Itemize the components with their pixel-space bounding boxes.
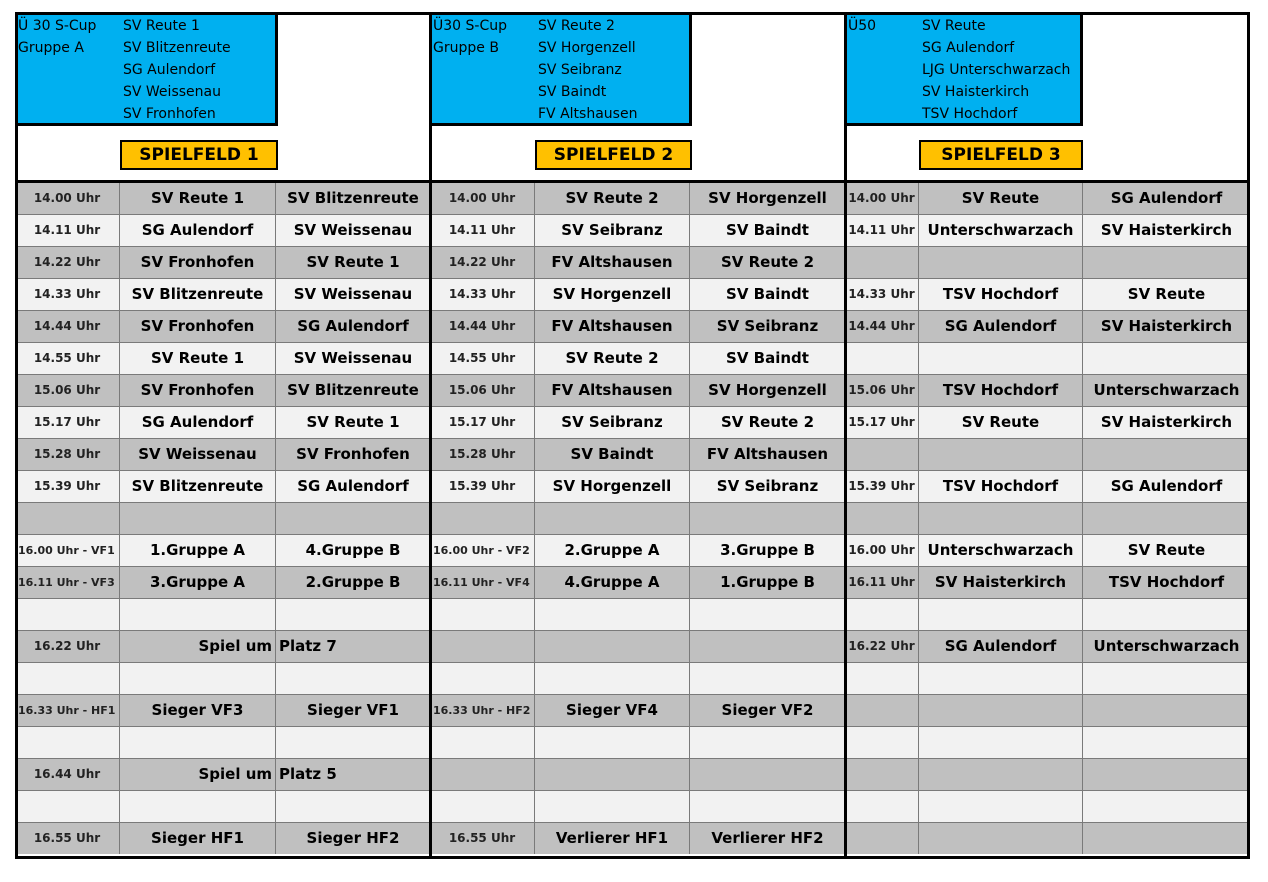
match-team-b: SV Blitzenreute bbox=[287, 189, 419, 207]
match-time bbox=[845, 503, 919, 534]
match-time bbox=[430, 791, 535, 822]
match-team-b: SV Haisterkirch bbox=[1100, 413, 1233, 431]
match-time: 15.39 Uhr bbox=[845, 471, 919, 502]
match-team-b: 3.Gruppe B bbox=[720, 541, 815, 559]
match-time: 15.28 Uhr bbox=[430, 439, 535, 470]
match-team-a: SG Aulendorf bbox=[919, 631, 1083, 662]
frame-rule bbox=[15, 12, 1250, 15]
match-team-b bbox=[690, 663, 845, 694]
match-row bbox=[15, 246, 430, 278]
match-team-b: SV Reute 2 bbox=[720, 413, 815, 431]
match-team-b: SV Reute 2 bbox=[720, 253, 815, 271]
match-time bbox=[845, 439, 919, 470]
group-team-name: SV Horgenzell bbox=[538, 40, 636, 56]
group-team-name: FV Altshausen bbox=[538, 106, 638, 122]
match-row bbox=[15, 790, 430, 822]
match-row bbox=[430, 822, 845, 854]
match-row bbox=[430, 246, 845, 278]
match-row bbox=[15, 630, 430, 662]
match-team-a: SV Fronhofen bbox=[120, 375, 276, 406]
match-team-a: SV Blitzenreute bbox=[120, 471, 276, 502]
match-team-a: Spiel um bbox=[120, 631, 276, 662]
match-row bbox=[430, 726, 845, 758]
match-time: 16.11 Uhr - VF4 bbox=[430, 567, 535, 598]
match-time: 14.44 Uhr bbox=[15, 311, 120, 342]
match-team-a bbox=[535, 503, 690, 534]
match-row bbox=[845, 694, 1250, 726]
match-team-a: SV Reute 2 bbox=[535, 183, 690, 214]
match-row bbox=[845, 310, 1250, 342]
match-time bbox=[430, 503, 535, 534]
match-team-a bbox=[919, 343, 1083, 374]
group-team-name: SV Blitzenreute bbox=[123, 40, 231, 56]
group-header bbox=[15, 12, 430, 182]
match-team-b: SV Reute 1 bbox=[306, 253, 400, 271]
match-time: 16.22 Uhr bbox=[15, 631, 120, 662]
match-row bbox=[15, 758, 430, 790]
match-team-b: SG Aulendorf bbox=[297, 317, 409, 335]
match-time: 16.00 Uhr - VF2 bbox=[430, 535, 535, 566]
match-team-a: SG Aulendorf bbox=[120, 215, 276, 246]
match-team-a: SV Seibranz bbox=[535, 215, 690, 246]
match-time bbox=[430, 631, 535, 662]
match-team-b: SV Fronhofen bbox=[296, 445, 410, 463]
match-row bbox=[845, 406, 1250, 438]
match-team-a: SV Fronhofen bbox=[120, 311, 276, 342]
match-team-b bbox=[690, 759, 845, 790]
match-team-a: SG Aulendorf bbox=[919, 311, 1083, 342]
match-time: 16.00 Uhr bbox=[845, 535, 919, 566]
match-team-a bbox=[919, 599, 1083, 630]
match-team-a bbox=[120, 503, 276, 534]
match-team-b bbox=[1083, 759, 1250, 790]
match-team-b: SV Blitzenreute bbox=[287, 381, 419, 399]
match-team-b: Sieger HF2 bbox=[306, 829, 400, 847]
match-row bbox=[15, 470, 430, 502]
field-name-badge: SPIELFELD 1 bbox=[120, 140, 278, 170]
match-team-a bbox=[919, 727, 1083, 758]
match-row bbox=[845, 214, 1250, 246]
match-time: 14.55 Uhr bbox=[15, 343, 120, 374]
group-team-list bbox=[922, 15, 1070, 125]
match-team-a: SV Haisterkirch bbox=[919, 567, 1083, 598]
match-row bbox=[430, 342, 845, 374]
match-row bbox=[15, 534, 430, 566]
match-team-a bbox=[919, 695, 1083, 726]
group-info-box bbox=[430, 12, 692, 126]
match-time: 14.11 Uhr bbox=[845, 215, 919, 246]
match-team-a bbox=[535, 599, 690, 630]
frame-rule bbox=[15, 856, 1250, 859]
match-row bbox=[430, 374, 845, 406]
match-team-b: Sieger VF1 bbox=[307, 701, 399, 719]
match-row bbox=[15, 502, 430, 534]
match-row bbox=[845, 374, 1250, 406]
group-header bbox=[430, 12, 845, 182]
match-row bbox=[430, 502, 845, 534]
match-team-a bbox=[919, 247, 1083, 278]
panel-divider bbox=[15, 12, 18, 859]
match-row bbox=[430, 598, 845, 630]
match-team-a: 4.Gruppe A bbox=[535, 567, 690, 598]
match-team-a bbox=[535, 663, 690, 694]
match-row bbox=[15, 374, 430, 406]
match-row bbox=[845, 470, 1250, 502]
match-team-b bbox=[1083, 439, 1250, 470]
group-team-name: SV Reute 1 bbox=[123, 18, 200, 34]
match-team-a: SV Horgenzell bbox=[535, 279, 690, 310]
match-row bbox=[845, 822, 1250, 854]
match-row bbox=[430, 438, 845, 470]
match-time: 16.11 Uhr - VF3 bbox=[15, 567, 120, 598]
match-team-a: SV Weissenau bbox=[120, 439, 276, 470]
match-team-b: SV Weissenau bbox=[293, 221, 413, 239]
match-row bbox=[845, 502, 1250, 534]
group-team-list bbox=[538, 15, 637, 125]
match-row bbox=[430, 662, 845, 694]
match-team-b bbox=[1083, 343, 1250, 374]
match-time: 16.44 Uhr bbox=[15, 759, 120, 790]
match-team-b bbox=[1083, 791, 1250, 822]
match-row bbox=[15, 726, 430, 758]
match-team-b: SV Reute bbox=[1127, 285, 1206, 303]
match-time: 15.06 Uhr bbox=[845, 375, 919, 406]
group-team-name: TSV Hochdorf bbox=[922, 106, 1018, 122]
match-row bbox=[15, 310, 430, 342]
match-team-b: Unterschwarzach bbox=[1093, 381, 1240, 399]
match-time bbox=[15, 503, 120, 534]
match-row bbox=[845, 278, 1250, 310]
match-team-b bbox=[276, 599, 430, 630]
match-team-b: SV Baindt bbox=[726, 349, 809, 367]
match-time bbox=[845, 791, 919, 822]
group-team-name: SV Fronhofen bbox=[123, 106, 216, 122]
match-team-b bbox=[1083, 823, 1250, 854]
group-team-name: SV Seibranz bbox=[538, 62, 622, 78]
match-row bbox=[430, 310, 845, 342]
group-info-box bbox=[15, 12, 278, 126]
match-team-b bbox=[276, 663, 430, 694]
match-row bbox=[15, 182, 430, 214]
match-row bbox=[845, 566, 1250, 598]
match-row bbox=[15, 406, 430, 438]
match-team-b: Sieger VF2 bbox=[721, 701, 814, 719]
match-row bbox=[15, 662, 430, 694]
match-time: 15.17 Uhr bbox=[15, 407, 120, 438]
match-team-a bbox=[919, 791, 1083, 822]
match-row bbox=[845, 342, 1250, 374]
match-row bbox=[15, 342, 430, 374]
match-time: 14.00 Uhr bbox=[15, 183, 120, 214]
match-time: 14.44 Uhr bbox=[845, 311, 919, 342]
panel-divider bbox=[1247, 12, 1250, 859]
match-time: 14.11 Uhr bbox=[15, 215, 120, 246]
match-time bbox=[845, 759, 919, 790]
group-panel-3 bbox=[845, 12, 1250, 859]
match-team-a bbox=[120, 663, 276, 694]
match-team-b bbox=[276, 791, 430, 822]
match-time: 15.39 Uhr bbox=[430, 471, 535, 502]
match-team-a: SV Blitzenreute bbox=[120, 279, 276, 310]
match-time bbox=[845, 727, 919, 758]
tournament-schedule-sheet bbox=[15, 12, 1250, 859]
group-panel-1 bbox=[15, 12, 430, 859]
match-team-b bbox=[1083, 663, 1250, 694]
match-team-a: Sieger HF1 bbox=[120, 823, 276, 854]
match-row bbox=[430, 630, 845, 662]
match-time: 14.55 Uhr bbox=[430, 343, 535, 374]
match-team-b: SV Haisterkirch bbox=[1100, 317, 1233, 335]
match-team-b: SV Weissenau bbox=[293, 285, 413, 303]
match-team-b: SV Seibranz bbox=[716, 317, 819, 335]
match-team-a: SV Reute 1 bbox=[120, 183, 276, 214]
match-team-a: 3.Gruppe A bbox=[120, 567, 276, 598]
match-row bbox=[845, 598, 1250, 630]
match-row bbox=[15, 598, 430, 630]
panel-divider bbox=[429, 12, 432, 859]
match-team-b: SV Weissenau bbox=[293, 349, 413, 367]
match-team-b bbox=[690, 599, 845, 630]
match-row bbox=[430, 470, 845, 502]
match-row bbox=[430, 534, 845, 566]
match-team-a: SV Fronhofen bbox=[120, 247, 276, 278]
match-team-b: 4.Gruppe B bbox=[305, 541, 401, 559]
match-time bbox=[15, 727, 120, 758]
match-time: 15.17 Uhr bbox=[430, 407, 535, 438]
match-team-a bbox=[120, 727, 276, 758]
match-time: 14.22 Uhr bbox=[15, 247, 120, 278]
match-team-a: Spiel um bbox=[120, 759, 276, 790]
match-row bbox=[430, 182, 845, 214]
match-time bbox=[845, 663, 919, 694]
match-team-b: Verlierer HF2 bbox=[711, 829, 824, 847]
match-time: 14.00 Uhr bbox=[430, 183, 535, 214]
group-info-box bbox=[845, 12, 1083, 126]
group-team-name: LJG Unterschwarzach bbox=[922, 62, 1071, 78]
match-time: 14.44 Uhr bbox=[430, 311, 535, 342]
match-row bbox=[845, 438, 1250, 470]
match-team-a: FV Altshausen bbox=[535, 247, 690, 278]
group-team-name: SG Aulendorf bbox=[123, 62, 216, 78]
match-row bbox=[845, 662, 1250, 694]
group-label: Ü50 bbox=[848, 18, 877, 34]
match-time bbox=[15, 663, 120, 694]
match-row bbox=[430, 566, 845, 598]
match-team-a: Unterschwarzach bbox=[919, 215, 1083, 246]
match-team-a: SV Baindt bbox=[535, 439, 690, 470]
match-team-b: Unterschwarzach bbox=[1093, 637, 1240, 655]
match-time: 16.00 Uhr - VF1 bbox=[15, 535, 120, 566]
match-team-b bbox=[1083, 727, 1250, 758]
match-team-a bbox=[919, 503, 1083, 534]
match-row bbox=[15, 566, 430, 598]
match-team-b: Platz 5 bbox=[279, 765, 337, 783]
match-team-a: Verlierer HF1 bbox=[535, 823, 690, 854]
match-time bbox=[845, 823, 919, 854]
group-label: Ü30 S-Cup Gruppe B bbox=[433, 18, 507, 56]
match-team-b bbox=[690, 727, 845, 758]
match-time: 14.11 Uhr bbox=[430, 215, 535, 246]
match-team-a: TSV Hochdorf bbox=[919, 375, 1083, 406]
match-row bbox=[15, 822, 430, 854]
match-row bbox=[15, 694, 430, 726]
match-team-b: TSV Hochdorf bbox=[1108, 573, 1225, 591]
match-team-b bbox=[690, 791, 845, 822]
match-team-a: SV Reute 1 bbox=[120, 343, 276, 374]
group-team-name: SG Aulendorf bbox=[922, 40, 1015, 56]
field-name-badge: SPIELFELD 3 bbox=[919, 140, 1083, 170]
match-team-a: Sieger VF3 bbox=[120, 695, 276, 726]
match-time: 14.33 Uhr bbox=[845, 279, 919, 310]
match-time: 14.22 Uhr bbox=[430, 247, 535, 278]
match-time: 16.33 Uhr - HF1 bbox=[15, 695, 120, 726]
match-team-a bbox=[120, 791, 276, 822]
group-header bbox=[845, 12, 1250, 182]
match-team-a bbox=[919, 823, 1083, 854]
match-team-a: Unterschwarzach bbox=[919, 535, 1083, 566]
match-row bbox=[15, 214, 430, 246]
match-team-a: 1.Gruppe A bbox=[120, 535, 276, 566]
match-team-b bbox=[690, 503, 845, 534]
group-team-name: SV Reute 2 bbox=[538, 18, 615, 34]
match-team-a: 2.Gruppe A bbox=[535, 535, 690, 566]
match-team-b: Platz 7 bbox=[279, 637, 337, 655]
match-team-a: SV Reute bbox=[919, 407, 1083, 438]
match-row bbox=[430, 214, 845, 246]
match-team-b: SG Aulendorf bbox=[297, 477, 409, 495]
match-time: 16.55 Uhr bbox=[15, 823, 120, 854]
match-team-b: 1.Gruppe B bbox=[720, 573, 815, 591]
match-team-b: FV Altshausen bbox=[706, 445, 829, 463]
panel-divider bbox=[844, 12, 847, 859]
match-row bbox=[845, 630, 1250, 662]
match-time bbox=[430, 663, 535, 694]
match-team-a: SV Reute bbox=[919, 183, 1083, 214]
match-time: 14.33 Uhr bbox=[15, 279, 120, 310]
field-name-badge: SPIELFELD 2 bbox=[535, 140, 692, 170]
match-team-b: SV Baindt bbox=[726, 285, 809, 303]
match-row bbox=[430, 694, 845, 726]
match-team-b: SV Reute bbox=[1127, 541, 1206, 559]
group-team-name: SV Weissenau bbox=[123, 84, 221, 100]
match-team-b: SG Aulendorf bbox=[1110, 477, 1223, 495]
match-time: 16.55 Uhr bbox=[430, 823, 535, 854]
match-time: 15.39 Uhr bbox=[15, 471, 120, 502]
match-row bbox=[845, 182, 1250, 214]
match-team-a bbox=[919, 759, 1083, 790]
match-row bbox=[845, 246, 1250, 278]
match-team-b: SV Seibranz bbox=[716, 477, 819, 495]
match-time bbox=[15, 791, 120, 822]
match-team-a bbox=[919, 439, 1083, 470]
match-row bbox=[430, 758, 845, 790]
match-time bbox=[845, 599, 919, 630]
match-team-b bbox=[1083, 247, 1250, 278]
match-time bbox=[15, 599, 120, 630]
group-team-list bbox=[123, 15, 231, 125]
match-team-a: SV Reute 2 bbox=[535, 343, 690, 374]
match-team-a: FV Altshausen bbox=[535, 311, 690, 342]
match-time: 15.06 Uhr bbox=[15, 375, 120, 406]
match-time bbox=[430, 599, 535, 630]
match-row bbox=[15, 278, 430, 310]
frame-rule bbox=[15, 180, 1250, 183]
match-team-b: SG Aulendorf bbox=[1110, 189, 1223, 207]
match-time: 15.28 Uhr bbox=[15, 439, 120, 470]
match-time bbox=[845, 343, 919, 374]
match-time bbox=[430, 727, 535, 758]
group-team-name: SV Haisterkirch bbox=[922, 84, 1030, 100]
match-time bbox=[845, 247, 919, 278]
match-time bbox=[430, 759, 535, 790]
match-team-b bbox=[276, 727, 430, 758]
match-row bbox=[845, 534, 1250, 566]
match-team-b bbox=[690, 631, 845, 662]
match-time: 14.33 Uhr bbox=[430, 279, 535, 310]
match-time: 16.11 Uhr bbox=[845, 567, 919, 598]
match-row bbox=[15, 438, 430, 470]
match-row bbox=[845, 726, 1250, 758]
match-team-a bbox=[120, 599, 276, 630]
match-team-b: SV Baindt bbox=[726, 221, 809, 239]
match-time: 16.33 Uhr - HF2 bbox=[430, 695, 535, 726]
match-time: 15.17 Uhr bbox=[845, 407, 919, 438]
group-team-name: SV Reute bbox=[922, 18, 986, 34]
match-team-a bbox=[535, 791, 690, 822]
match-team-a: TSV Hochdorf bbox=[919, 279, 1083, 310]
match-team-a bbox=[535, 631, 690, 662]
match-team-a bbox=[535, 759, 690, 790]
group-label: Ü 30 S-Cup Gruppe A bbox=[18, 18, 97, 56]
match-team-b: SV Reute 1 bbox=[306, 413, 400, 431]
match-team-a bbox=[535, 727, 690, 758]
match-row bbox=[845, 790, 1250, 822]
match-row bbox=[430, 278, 845, 310]
match-row bbox=[430, 790, 845, 822]
match-row bbox=[430, 406, 845, 438]
match-team-a: SV Horgenzell bbox=[535, 471, 690, 502]
group-team-name: SV Baindt bbox=[538, 84, 607, 100]
match-team-b bbox=[1083, 503, 1250, 534]
match-team-b bbox=[1083, 599, 1250, 630]
match-team-b: 2.Gruppe B bbox=[305, 573, 401, 591]
match-team-a: Sieger VF4 bbox=[535, 695, 690, 726]
match-team-a bbox=[919, 663, 1083, 694]
match-row bbox=[845, 758, 1250, 790]
match-time: 16.22 Uhr bbox=[845, 631, 919, 662]
match-team-b: SV Haisterkirch bbox=[1100, 221, 1233, 239]
match-team-b: SV Horgenzell bbox=[708, 381, 827, 399]
match-team-b: SV Horgenzell bbox=[708, 189, 827, 207]
match-team-a: TSV Hochdorf bbox=[919, 471, 1083, 502]
match-team-b bbox=[1083, 695, 1250, 726]
match-team-a: FV Altshausen bbox=[535, 375, 690, 406]
match-team-b bbox=[276, 503, 430, 534]
match-time: 15.06 Uhr bbox=[430, 375, 535, 406]
match-team-a: SV Seibranz bbox=[535, 407, 690, 438]
match-team-a: SG Aulendorf bbox=[120, 407, 276, 438]
group-panel-2 bbox=[430, 12, 845, 859]
match-time: 14.00 Uhr bbox=[845, 183, 919, 214]
match-time bbox=[845, 695, 919, 726]
